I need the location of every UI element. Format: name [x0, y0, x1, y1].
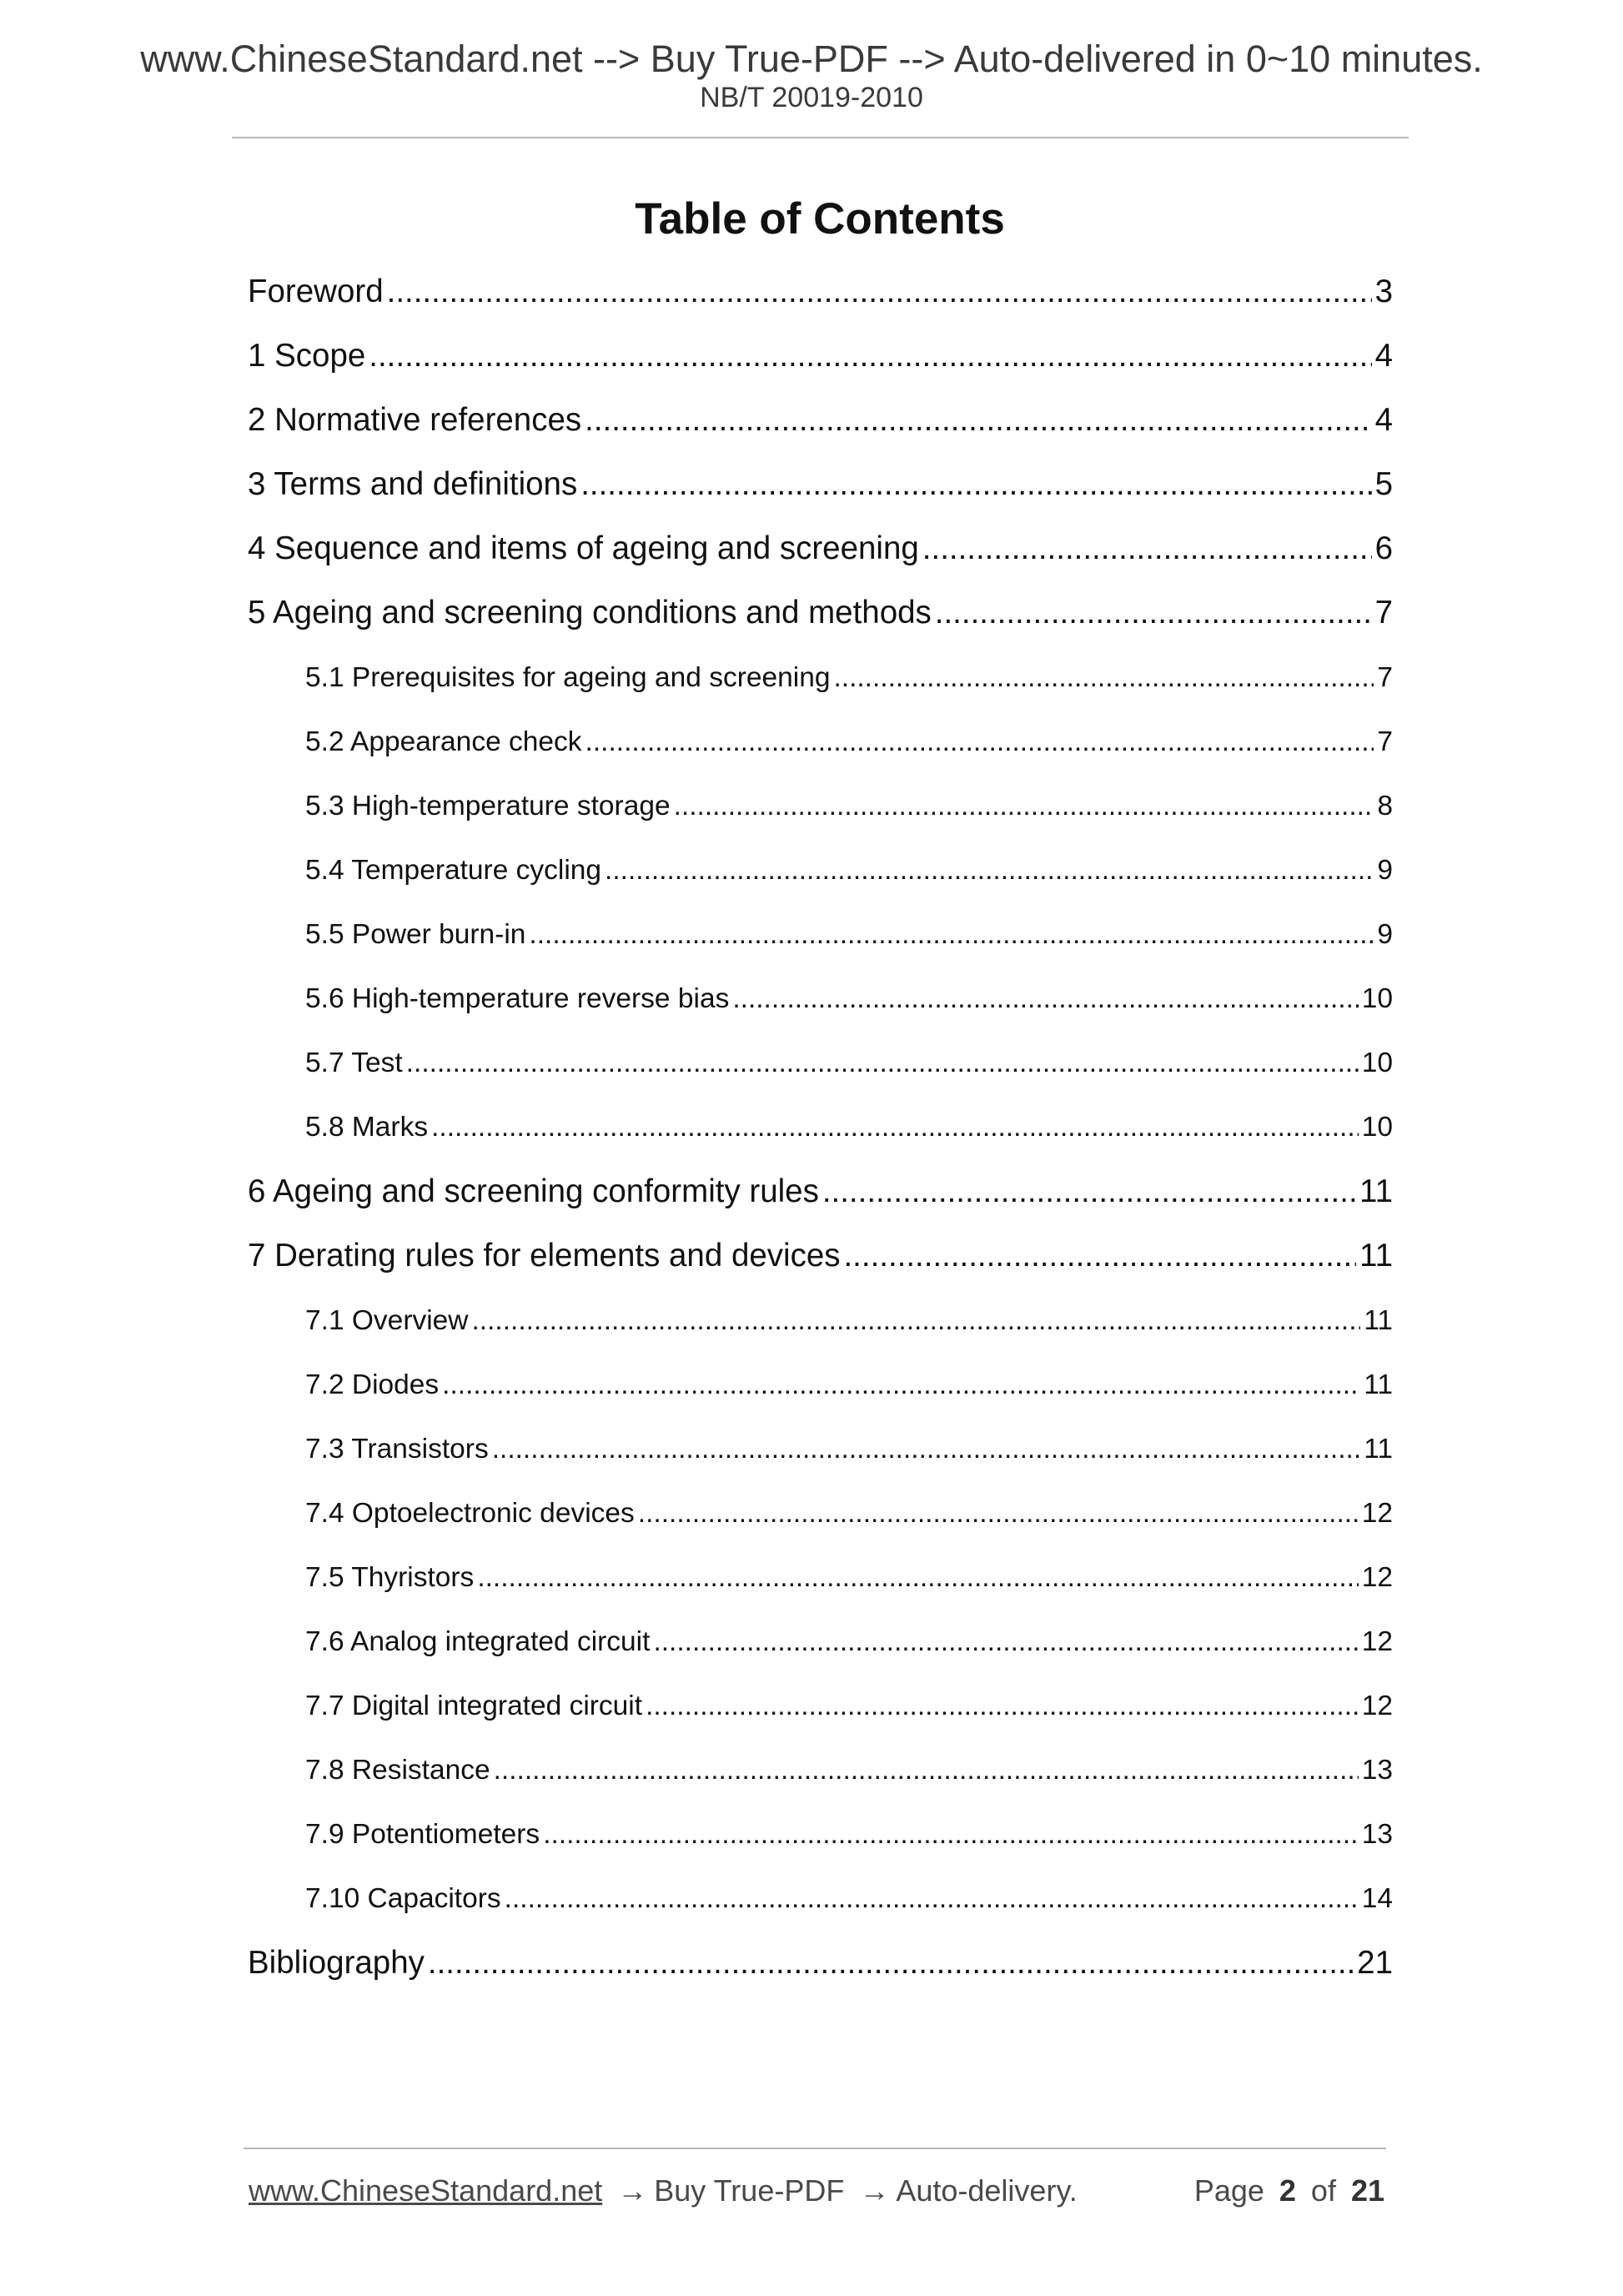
- toc-entry-page: 14: [1361, 1883, 1393, 1914]
- toc-entry-page: 5: [1374, 466, 1393, 502]
- toc-entry-7-9[interactable]: [305, 1818, 1393, 1851]
- toc-entry-label: 7.10 Capacitors: [305, 1883, 501, 1914]
- toc-entry-label: 7.5 Thyristors: [305, 1562, 475, 1593]
- toc-entry-page: 21: [1357, 1945, 1393, 1981]
- toc-entry-page: 3: [1374, 274, 1393, 309]
- toc-entry-conformity-rules[interactable]: [248, 1173, 1393, 1211]
- toc-entry-page: 6: [1374, 530, 1393, 566]
- toc-entry-page: 4: [1374, 402, 1393, 438]
- dot-leader: [922, 530, 1372, 568]
- toc-entry-bibliography[interactable]: [248, 1944, 1393, 1982]
- dot-leader: [585, 401, 1371, 440]
- dot-leader: [653, 1625, 1358, 1659]
- toc-entry-page: 12: [1361, 1691, 1393, 1721]
- toc-entry-label: 7.8 Resistance: [305, 1755, 490, 1786]
- toc-entry-derating-rules[interactable]: [248, 1237, 1393, 1275]
- toc-entry-5-8[interactable]: [305, 1111, 1393, 1144]
- dot-leader: [431, 1111, 1359, 1144]
- dot-leader: [646, 1690, 1359, 1723]
- toc-entry-label: 5.8 Marks: [305, 1112, 429, 1143]
- toc-entry-5-6[interactable]: [305, 982, 1393, 1016]
- toc-entry-page: 11: [1359, 1173, 1393, 1209]
- toc-entry-label: 7.2 Diodes: [305, 1369, 440, 1400]
- toc-entry-label: 3 Terms and definitions: [248, 466, 578, 502]
- toc-entry-label: 7.9 Potentiometers: [305, 1819, 540, 1850]
- toc-entry-page: 7: [1377, 726, 1393, 757]
- toc-entry-label: 4 Sequence and items of ageing and screening: [248, 530, 919, 566]
- toc-entry-label: 5.2 Appearance check: [305, 726, 582, 757]
- dot-leader: [369, 337, 1371, 375]
- toc-entry-page: 9: [1377, 919, 1393, 950]
- dot-leader: [585, 726, 1374, 759]
- toc-entry-page: 12: [1361, 1626, 1393, 1657]
- toc-entry-terms-and-definitions[interactable]: [248, 465, 1393, 504]
- toc-entry-7-1[interactable]: [305, 1304, 1393, 1338]
- dot-leader: [387, 273, 1372, 311]
- toc-entry-label: 2 Normative references: [248, 402, 582, 438]
- arrow-right-icon: →: [617, 2173, 648, 2208]
- toc-entry-label: 7.1 Overview: [305, 1305, 469, 1336]
- dot-leader: [605, 854, 1374, 887]
- current-page: 2: [1279, 2173, 1296, 2208]
- dot-leader: [543, 1818, 1359, 1851]
- page-footer: [249, 2173, 1384, 2208]
- dot-leader: [833, 661, 1374, 695]
- toc-entry-sequence-and-items[interactable]: [248, 530, 1393, 568]
- dot-leader: [406, 1047, 1359, 1080]
- toc-entry-7-5[interactable]: [305, 1561, 1393, 1595]
- footer-promo: [249, 2173, 1078, 2208]
- toc-entry-label: 1 Scope: [248, 338, 366, 374]
- toc-entry-page: 11: [1364, 1434, 1393, 1465]
- toc-entry-7-2[interactable]: [305, 1369, 1393, 1402]
- dot-leader: [472, 1304, 1361, 1338]
- footer-delivery-text: Auto-delivery.: [896, 2173, 1078, 2208]
- toc-entry-page: 7: [1374, 595, 1393, 631]
- toc-entry-label: 7.3 Transistors: [305, 1434, 489, 1465]
- document-code: NB/T 20019-2010: [700, 82, 923, 113]
- toc-entry-label: 7.4 Optoelectronic devices: [305, 1498, 635, 1529]
- page-word: Page: [1193, 2173, 1264, 2208]
- toc-entry-label: 6 Ageing and screening conformity rules: [248, 1173, 819, 1209]
- page-number: [1194, 2173, 1384, 2208]
- footer-divider: [244, 2148, 1386, 2149]
- toc-entry-label: 5.7 Test: [305, 1048, 403, 1078]
- dot-leader: [477, 1561, 1358, 1595]
- toc-entry-page: 10: [1361, 983, 1393, 1014]
- toc-entry-label: 5.1 Prerequisites for ageing and screening: [305, 662, 831, 693]
- dot-leader: [732, 982, 1358, 1016]
- dot-leader: [674, 790, 1374, 823]
- header-banner: www.ChineseStandard.net --> Buy True-PDF --> Auto-delivered in 0~10 minutes.: [140, 38, 1483, 80]
- toc-entry-5-4[interactable]: [305, 854, 1393, 887]
- dot-leader: [529, 918, 1374, 952]
- footer-site-link[interactable]: www.ChineseStandard.net: [249, 2173, 603, 2208]
- toc-entry-scope[interactable]: [248, 337, 1393, 375]
- toc-entry-page: 12: [1361, 1498, 1393, 1529]
- toc-title: Table of Contents: [635, 194, 1005, 244]
- dot-leader: [935, 594, 1372, 632]
- dot-leader: [843, 1237, 1356, 1275]
- toc-entry-normative-references[interactable]: [248, 401, 1393, 440]
- total-pages: 21: [1350, 2173, 1384, 2208]
- toc-entry-7-6[interactable]: [305, 1625, 1393, 1659]
- toc-entry-5-5[interactable]: [305, 918, 1393, 952]
- toc-entry-foreword[interactable]: [248, 273, 1393, 311]
- toc-entry-label: 5 Ageing and screening conditions and methods: [248, 595, 932, 631]
- dot-leader: [822, 1173, 1356, 1211]
- toc-entry-label: 7.7 Digital integrated circuit: [305, 1691, 643, 1721]
- toc-entry-7-7[interactable]: [305, 1690, 1393, 1723]
- dot-leader: [442, 1369, 1360, 1402]
- toc-entry-page: 11: [1364, 1369, 1393, 1400]
- toc-entry-label: 7.6 Analog integrated circuit: [305, 1626, 651, 1657]
- toc-entry-label: Foreword: [248, 274, 384, 309]
- dot-leader: [505, 1882, 1359, 1916]
- toc-entry-7-3[interactable]: [305, 1433, 1393, 1466]
- toc-entry-5-1[interactable]: [305, 661, 1393, 695]
- toc-entry-5-3[interactable]: [305, 790, 1393, 823]
- toc-entry-page: 11: [1359, 1238, 1393, 1274]
- toc-entry-5-7[interactable]: [305, 1047, 1393, 1080]
- dot-leader: [492, 1433, 1361, 1466]
- toc-entry-5-2[interactable]: [305, 726, 1393, 759]
- toc-entry-page: 4: [1374, 338, 1393, 374]
- dot-leader: [494, 1754, 1359, 1787]
- arrow-right-icon: →: [859, 2173, 890, 2208]
- toc-entry-page: 13: [1361, 1755, 1393, 1786]
- of-word: of: [1310, 2173, 1336, 2208]
- toc-entry-page: 11: [1364, 1305, 1393, 1336]
- toc-entry-page: 10: [1361, 1112, 1393, 1143]
- toc-entry-page: 8: [1377, 791, 1393, 821]
- toc-entry-page: 13: [1361, 1819, 1393, 1850]
- toc-entry-label: 5.4 Temperature cycling: [305, 855, 602, 886]
- toc-entry-label: Bibliography: [248, 1945, 425, 1981]
- toc-entry-label: 5.3 High-temperature storage: [305, 791, 671, 821]
- toc-entry-7-10[interactable]: [305, 1882, 1393, 1916]
- toc-entry-page: 12: [1361, 1562, 1393, 1593]
- toc-entry-7-8[interactable]: [305, 1754, 1393, 1787]
- toc-entry-page: 7: [1377, 662, 1393, 693]
- toc-entry-page: 9: [1377, 855, 1393, 886]
- dot-leader: [428, 1944, 1354, 1982]
- toc-entry-label: 7 Derating rules for elements and devices: [248, 1238, 841, 1274]
- dot-leader: [580, 465, 1371, 504]
- toc-entry-conditions-and-methods[interactable]: [248, 594, 1393, 632]
- toc-entry-7-4[interactable]: [305, 1497, 1393, 1530]
- dot-leader: [638, 1497, 1359, 1530]
- toc-entry-page: 10: [1361, 1048, 1393, 1078]
- toc-entry-label: 5.6 High-temperature reverse bias: [305, 983, 730, 1014]
- footer-buy-text: Buy True-PDF: [654, 2173, 845, 2208]
- toc-entry-label: 5.5 Power burn-in: [305, 919, 526, 950]
